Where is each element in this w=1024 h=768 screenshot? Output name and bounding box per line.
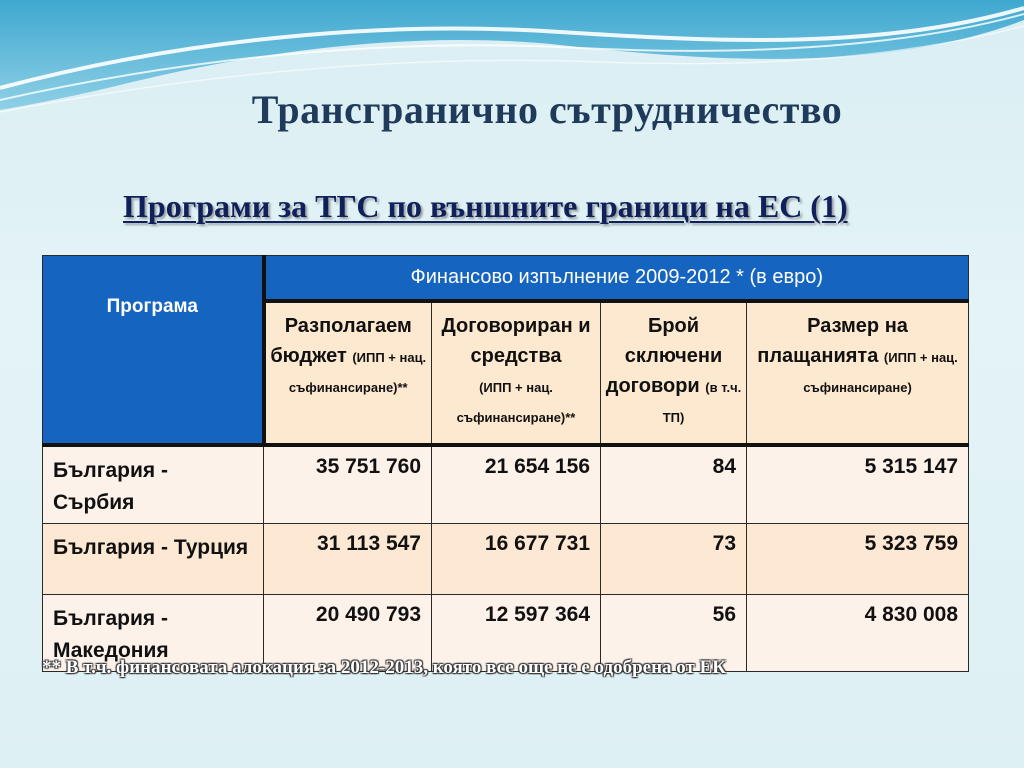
footnote: ** В т.ч. финансовата алокация за 2012-2013, която все още не е одобрена от ЕК <box>42 657 727 678</box>
table-row <box>43 524 969 595</box>
row-program: България - Турция <box>43 524 264 595</box>
row-contracted: 16 677 731 <box>432 524 601 595</box>
header-payments-note: (ИПП + нац. съфинансиране) <box>803 350 958 395</box>
row-budget: 20 490 793 <box>264 595 432 672</box>
slide-subtitle: Програми за ТГС по външните граници на ЕС (1) <box>123 188 848 224</box>
row-program: България - Сърбия <box>43 445 264 524</box>
header-payments <box>747 301 969 445</box>
header-financial-execution: Финансово изпълнение 2009-2012 * (в евро) <box>264 256 969 302</box>
row-program: България - Македония <box>43 595 264 672</box>
slide-title: Трансгранично сътрудничество <box>251 87 843 132</box>
header-row-top <box>43 256 969 302</box>
row-contracted: 21 654 156 <box>432 445 601 524</box>
header-contracted <box>432 301 601 445</box>
row-payments: 5 323 759 <box>747 524 969 595</box>
header-budget-main: Разполагаем бюджет <box>270 315 412 367</box>
row-payments: 5 315 147 <box>747 445 969 524</box>
table-row <box>43 445 969 524</box>
row-budget: 31 113 547 <box>264 524 432 595</box>
header-contracted-note: (ИПП + нац. съфинансиране)** <box>456 380 576 425</box>
row-contracted: 12 597 364 <box>432 595 601 672</box>
row-contracts: 56 <box>601 595 747 672</box>
header-contracts-main: Брой сключени договори <box>605 315 723 397</box>
row-contracts: 73 <box>601 524 747 595</box>
header-program: Програма <box>43 256 264 446</box>
header-payments-main: Размер на плащанията <box>757 315 908 367</box>
header-contracts-note: (в т.ч. ТП) <box>662 380 742 425</box>
header-contracts-count <box>601 301 747 445</box>
row-budget: 35 751 760 <box>264 445 432 524</box>
header-budget-note: (ИПП + нац. съфинансиране)** <box>288 350 427 395</box>
header-contracted-main: Договориран и средства <box>441 315 591 367</box>
row-payments: 4 830 008 <box>747 595 969 672</box>
finance-table <box>42 255 969 672</box>
header-budget <box>264 301 432 445</box>
row-contracts: 84 <box>601 445 747 524</box>
